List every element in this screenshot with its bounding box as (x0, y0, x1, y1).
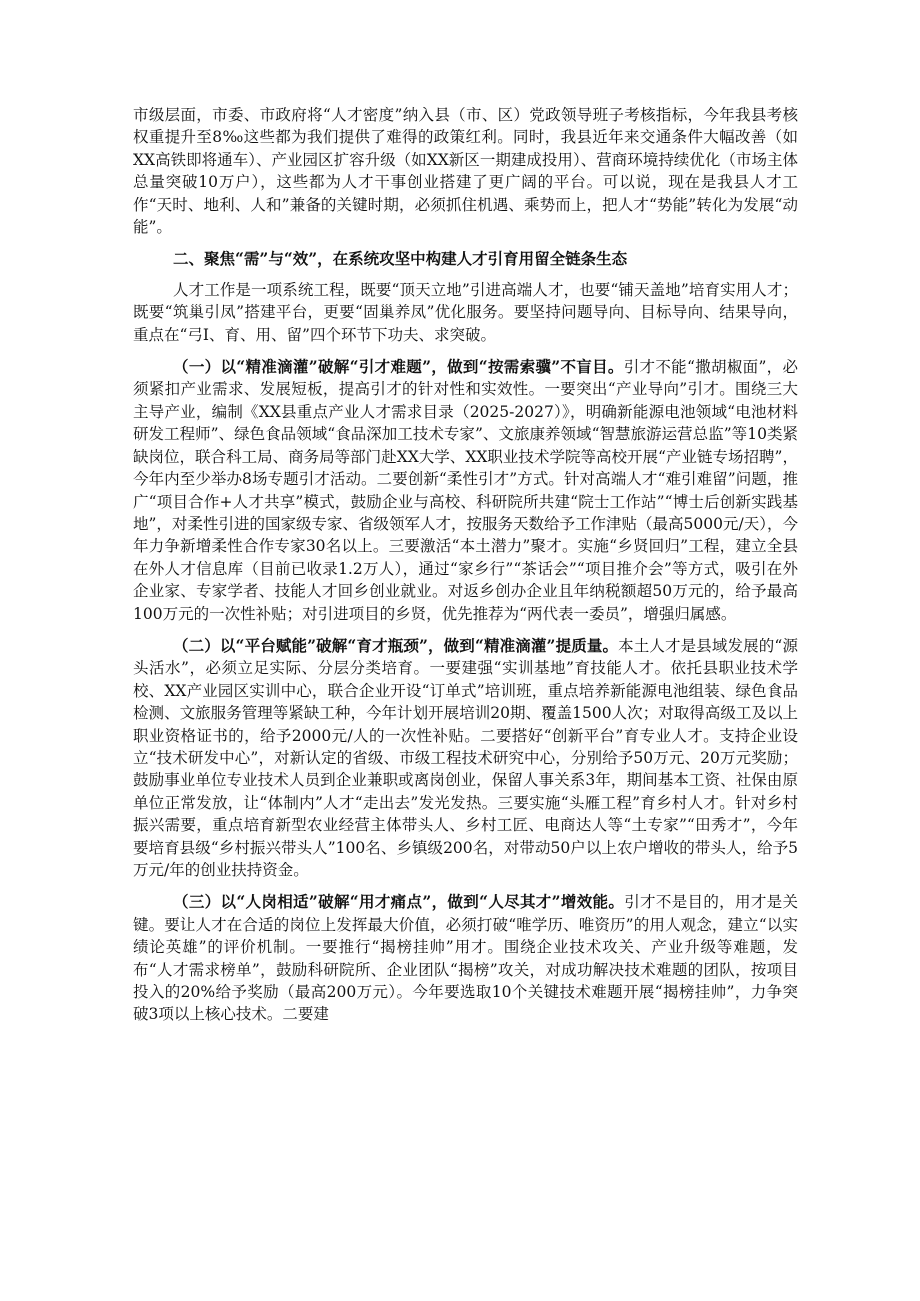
item-3-body: 引才不是目的，用才是关键。要让人才在合适的岗位上发挥最大价值，必须打破“唯学历、唯资历”的用人观念，建立“以实绩论英雄”的评价机制。一要推行“揭榜挂帅”用才。围绕企业技术攻关、产业升级等难题，发布“人才需求榜单”，鼓励科研院所、企业团队“揭榜”攻关，对成功解决技术难题的团队，按项目投入的20%给予奖励（最高200万元）。今年要选取10个关键技术难题开展“揭榜挂帅”，力争突破3项以上核心技术。二要建 (133, 893, 798, 1024)
item-1-body: 引才不能“撒胡椒面”，必须紧扣产业需求、发展短板，提高引才的针对性和实效性。一要突出“产业导向”引才。围绕三大主导产业，编制《XX县重点产业人才需求目录（2025-2027）》，明确新能源电池领域“电池材料研发工程师”、绿色食品领域“食品深加工技术专家”、文旅康养领域“智慧旅游运营总监”等10类紧缺岗位，联合科工局、商务局等部门赴XX大学、XX职业技术学院等高校开展“产业链专场招聘”，今年内至少举办8场专题引才活动。二要创新“柔性引才”方式。针对高端人才“难引难留”问题，推广“项目合作+人才共享”模式，鼓励企业与高校、科研院所共建“院士工作站”“博士后创新实践基地”，对柔性引进的国家级专家、省级领军人才，按服务天数给予工作津贴（最高5000元/天），今年力争新增柔性合作专家30名以上。三要激活“本土潜力”聚才。实施“乡贤回归”工程，建立全县在外人才信息库（目前已收录1.2万人），通过“家乡行”“茶话会”“项目推介会”等方式，吸引在外企业家、专家学者、技能人才回乡创业就业。对返乡创办企业且年纳税额超50万元的，给予最高100万元的一次性补贴；对引进项目的乡贤，优先推荐为“两代表一委员”，增强归属感。 (133, 358, 798, 623)
paragraph-item-3 (133, 891, 798, 1025)
item-2-lead: （二）以“平台赋能”破解“育才瓶颈”，做到“精准滴灌”提质量。 (173, 635, 619, 655)
item-1-lead: （一）以“精准滴灌”破解“引才难题”，做到“按需索骥”不盲目。 (173, 357, 624, 377)
paragraph-overview: 人才工作是一项系统工程，既要“顶天立地”引进高端人才，也要“铺天盖地”培育实用人才；既要“筑巢引凤”搭建平台，更要“固巢养凤”优化服务。要坚持问题导向、目标导向、结果导向，重点在“弓I、育、用、留”四个环节下功夫、求突破。 (133, 280, 798, 344)
section-heading: 二、聚焦“需”与“效”，在系统攻坚中构建人才引育用留全链条生态 (173, 249, 628, 269)
paragraph-intro: 市级层面，市委、市政府将“人才密度”纳入县（市、区）党政领导班子考核指标，今年我县考核权重提升至8‰这些都为我们提供了难得的政策红利。同时，我县近年来交通条件大幅改善（如XX高铁即将通车）、产业园区扩容升级（如XX新区一期建成投用）、营商环境持续优化（市场主体总量突破10万户），这些都为人才干事创业搭建了更广阔的平台。可以说，现在是我县人才工作“天时、地利、人和”兼备的关键时期，必须抓住机遇、乘势而上，把人才“势能”转化为发展“动能”。 (133, 106, 798, 237)
item-3-lead: （三）以“人岗相适”破解“用才痛点”，做到“人尽其才”增效能。 (173, 892, 625, 912)
paragraph-item-2 (133, 635, 798, 881)
paragraph-item-1 (133, 356, 798, 625)
item-2-body: 本土人才是县域发展的“源头活水”，必须立足实际、分层分类培育。一要建强“实训基地”育技能人才。依托县职业技术学校、XX产业园区实训中心，联合企业开设“订单式”培训班，重点培养新能源电池组装、绿色食品检测、文旅服务管理等紧缺工种，今年计划开展培训20期、覆盖1500人次；对取得高级工及以上职业资格证书的，给予2000元/人的一次性补贴。二要搭好“创新平台”育专业人才。支持企业设立“技术研发中心”，对新认定的省级、市级工程技术研究中心，分别给予50万元、20万元奖励；鼓励事业单位专业技术人员到企业兼职或离岗创业，保留人事关系3年，期间基本工资、社保由原单位正常发放，让“体制内”人才“走出去”发光发热。三要实施“头雁工程”育乡村人才。针对乡村振兴需要，重点培育新型农业经营主体带头人、乡村工匠、电商达人等“土专家”“田秀才”，今年要培育县级“乡村振兴带头人”100名、乡镇级200名，对带动50户以上农户增收的带头人，给予5万元/年的创业扶持资金。 (133, 636, 798, 879)
document-page (133, 0, 798, 1026)
